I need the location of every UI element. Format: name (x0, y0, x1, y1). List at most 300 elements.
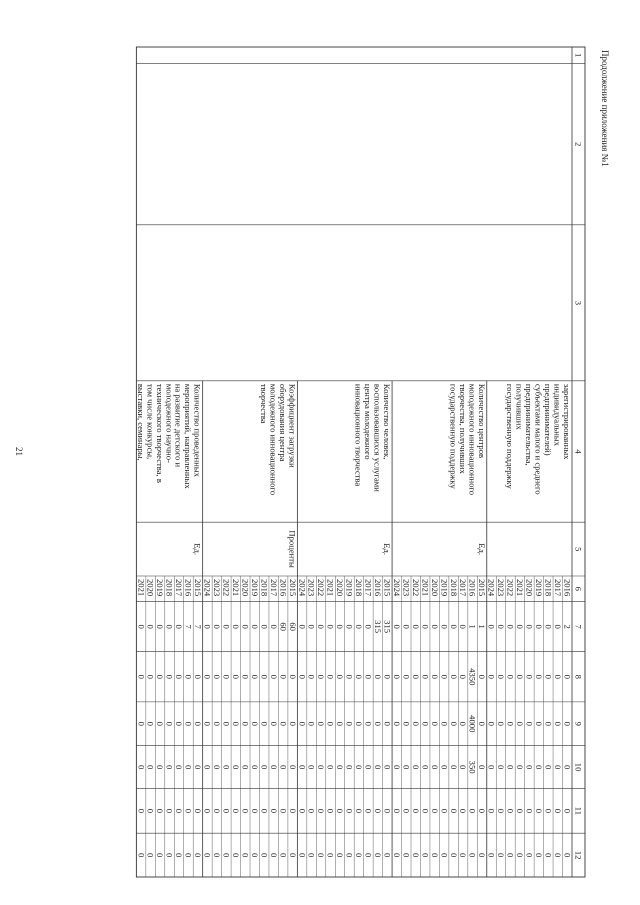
value-cell: 0 (448, 624, 459, 629)
value-cell: 0 (202, 674, 213, 679)
indicator-text: технического творчества, в (154, 383, 165, 483)
unit-text: Ед. (476, 543, 487, 555)
year-cell: 2016 (183, 579, 194, 597)
year-cell: 2019 (533, 579, 544, 597)
value-cell: 0 (268, 808, 279, 814)
value-cell: 0 (543, 764, 554, 770)
value-cell: 0 (524, 764, 535, 770)
value-cell: 0 (240, 624, 251, 629)
value-cell: 0 (410, 808, 421, 814)
header-cell-7: 7 (573, 624, 584, 629)
indicator-text: том числе конкурсы, (145, 383, 156, 460)
value-cell: 0 (240, 808, 251, 814)
value-cell: 0 (155, 674, 166, 679)
value-cell: 0 (164, 721, 175, 726)
year-cell: 2015 (287, 579, 298, 597)
value-cell: 0 (249, 721, 260, 726)
value-cell: 0 (164, 852, 175, 858)
year-cell: 2015 (382, 579, 393, 597)
year-cell: 2021 (420, 579, 431, 597)
value-cell: 0 (145, 808, 156, 814)
value-cell: 0 (278, 764, 289, 770)
value-cell: 0 (401, 808, 412, 814)
value-cell: 0 (316, 721, 327, 726)
value-cell: 0 (552, 624, 563, 629)
value-cell: 0 (287, 721, 298, 726)
value-cell: 0 (183, 674, 194, 679)
value-cell: 0 (230, 721, 241, 726)
value-cell: 0 (524, 808, 535, 814)
year-cell: 2022 (316, 579, 327, 597)
value-cell: 0 (458, 852, 469, 858)
year-cell: 2022 (505, 579, 516, 597)
year-cell: 2018 (448, 579, 459, 597)
value-cell: 0 (306, 674, 317, 679)
value-cell: 0 (458, 808, 469, 814)
value-cell: 0 (297, 721, 308, 726)
value-cell: 0 (439, 764, 450, 770)
value-cell: 0 (155, 721, 166, 726)
value-cell: 0 (193, 674, 204, 679)
value-cell: 0 (401, 674, 412, 679)
header-cell-2: 2 (573, 141, 584, 147)
year-cell: 2015 (193, 579, 204, 597)
value-cell: 0 (458, 674, 469, 679)
value-cell: 0 (439, 808, 450, 814)
value-cell: 0 (486, 764, 497, 770)
continuation-label: Продолжение приложения №1 (600, 50, 610, 167)
value-cell: 0 (268, 764, 279, 770)
value-cell: 0 (439, 721, 450, 726)
value-cell: 0 (420, 721, 431, 726)
value-cell: 0 (354, 764, 365, 770)
indicator-text: инновационного творчества (353, 383, 364, 487)
value-cell: 0 (448, 852, 459, 858)
value-cell: 0 (496, 624, 507, 629)
year-cell: 2018 (543, 579, 554, 597)
value-cell: 0 (448, 764, 459, 770)
value-cell: 0 (202, 764, 213, 770)
value-cell: 0 (306, 624, 317, 629)
year-cell: 2020 (145, 579, 156, 597)
indicator-text: государственную поддержку (505, 383, 516, 489)
indicator-text: воспользовавшихся услугами (372, 383, 383, 492)
year-cell: 2017 (363, 579, 374, 597)
value-cell: 0 (249, 624, 260, 629)
value-cell: 60 (287, 622, 298, 631)
value-cell: 0 (212, 721, 223, 726)
value-cell: 0 (136, 624, 147, 629)
year-cell: 2020 (429, 579, 440, 597)
value-cell: 0 (335, 674, 346, 679)
value-cell: 0 (344, 721, 355, 726)
value-cell: 0 (439, 852, 450, 858)
value-cell: 0 (344, 764, 355, 770)
indicator-text: государственную поддержку (448, 383, 459, 489)
value-cell: 0 (316, 852, 327, 858)
value-cell: 0 (221, 808, 232, 814)
year-cell: 2019 (249, 579, 260, 597)
indicator-text: Количество человек, (382, 383, 393, 460)
value-cell: 0 (373, 721, 383, 726)
value-cell: 0 (240, 764, 251, 770)
value-cell: 0 (486, 808, 497, 814)
value-cell: 0 (458, 721, 469, 726)
year-cell: 2023 (306, 579, 317, 597)
value-cell: 0 (533, 674, 544, 679)
indicator-text: получивших (514, 383, 525, 430)
value-cell: 7 (193, 624, 204, 629)
indicator-text: молодежного инновационного (467, 383, 478, 496)
year-cell: 2024 (391, 579, 402, 597)
value-cell: 0 (391, 721, 402, 726)
value-cell: 0 (155, 852, 166, 858)
value-cell: 0 (552, 764, 563, 770)
value-cell: 0 (249, 808, 260, 814)
value-cell: 0 (477, 852, 488, 858)
year-cell: 2021 (515, 579, 526, 597)
value-cell: 0 (174, 624, 185, 629)
value-cell: 0 (505, 808, 516, 814)
value-cell: 0 (543, 808, 554, 814)
value-cell: 0 (391, 624, 402, 629)
value-cell: 0 (145, 674, 156, 679)
year-cell: 2023 (401, 579, 412, 597)
value-cell: 0 (136, 721, 147, 726)
year-cell: 2022 (410, 579, 421, 597)
value-cell: 0 (401, 764, 412, 770)
value-cell: 0 (477, 764, 488, 770)
value-cell: 0 (174, 808, 185, 814)
value-cell: 0 (477, 721, 488, 726)
value-cell: 0 (401, 624, 412, 629)
value-cell: 0 (202, 721, 213, 726)
year-cell: 2021 (230, 579, 241, 597)
value-cell: 0 (240, 721, 251, 726)
value-cell: 0 (496, 721, 507, 726)
value-cell: 0 (145, 624, 156, 629)
indicator-text: молодежного инновационного (268, 383, 279, 496)
value-cell: 0 (410, 624, 421, 629)
value-cell: 0 (477, 808, 488, 814)
value-cell: 0 (543, 624, 554, 629)
value-cell: 0 (325, 674, 336, 679)
value-cell: 0 (524, 721, 535, 726)
value-cell: 0 (401, 721, 412, 726)
value-cell: 0 (221, 721, 232, 726)
value-cell: 0 (382, 808, 393, 814)
year-cell: 2023 (212, 579, 223, 597)
value-cell: 0 (543, 674, 554, 679)
header-cell-6: 6 (573, 586, 584, 591)
indicator-text: на развитие детского и (173, 383, 184, 468)
value-cell: 0 (183, 808, 194, 814)
value-cell: 0 (515, 764, 526, 770)
value-cell: 0 (401, 852, 412, 858)
indicator-text: предпринимателей) (543, 383, 554, 456)
value-cell: 4350 (467, 668, 478, 686)
value-cell: 0 (467, 852, 478, 858)
value-cell: 0 (259, 764, 270, 770)
value-cell: 0 (354, 721, 365, 726)
indicator-text: субъектами малого и среднего (533, 383, 544, 495)
value-cell: 0 (259, 852, 270, 858)
year-cell: 2021 (136, 579, 147, 597)
value-cell: 0 (221, 674, 232, 679)
value-cell: 0 (552, 808, 563, 814)
value-cell: 0 (373, 808, 383, 814)
value-cell: 0 (515, 721, 526, 726)
value-cell: 0 (410, 674, 421, 679)
indicator-text: творчества (258, 383, 269, 424)
value-cell: 0 (306, 808, 317, 814)
value-cell: 0 (155, 808, 166, 814)
value-cell: 0 (562, 808, 573, 814)
value-cell: 0 (278, 852, 289, 858)
value-cell: 0 (259, 721, 270, 726)
value-cell: 0 (335, 852, 346, 858)
year-cell: 2020 (524, 579, 535, 597)
value-cell: 0 (268, 624, 279, 629)
value-cell: 0 (297, 808, 308, 814)
value-cell: 0 (230, 852, 241, 858)
value-cell: 0 (382, 721, 393, 726)
value-cell: 0 (562, 852, 573, 858)
value-cell: 0 (259, 808, 270, 814)
page-number: 21 (14, 447, 24, 456)
value-cell: 0 (174, 674, 185, 679)
value-cell: 0 (202, 624, 213, 629)
value-cell: 0 (212, 624, 223, 629)
value-cell: 0 (174, 764, 185, 770)
indicator-text: предпринимательства, (524, 383, 535, 466)
value-cell: 0 (354, 852, 365, 858)
value-cell: 7 (183, 624, 194, 629)
value-cell: 1 (467, 624, 478, 629)
indicator-text: центра молодежного (363, 383, 374, 460)
value-cell: 0 (382, 852, 393, 858)
year-cell: 2024 (297, 579, 308, 597)
value-cell: 0 (155, 624, 166, 629)
indicator-text: оборудования центра (277, 383, 288, 462)
value-cell: 0 (458, 764, 469, 770)
year-cell: 2015 (477, 579, 488, 597)
year-cell: 2017 (458, 579, 469, 597)
value-cell: 0 (230, 808, 241, 814)
indicator-text: Количество центров (476, 383, 487, 459)
header-cell-5: 5 (573, 546, 584, 552)
value-cell: 0 (344, 674, 355, 679)
indicator-text: Количество проведенных (192, 383, 203, 477)
value-cell: 0 (174, 721, 185, 726)
year-cell: 2018 (354, 579, 365, 597)
value-cell: 2 (562, 624, 573, 629)
value-cell: 0 (524, 624, 535, 629)
value-cell: 0 (420, 764, 431, 770)
value-cell: 0 (448, 674, 459, 679)
value-cell: 0 (136, 852, 147, 858)
value-cell: 0 (278, 674, 289, 679)
value-cell: 0 (287, 852, 298, 858)
value-cell: 0 (268, 674, 279, 679)
value-cell: 0 (429, 674, 440, 679)
year-cell: 2024 (486, 579, 497, 597)
value-cell: 0 (287, 808, 298, 814)
value-cell: 60 (278, 622, 289, 631)
value-cell: 0 (306, 852, 317, 858)
value-cell: 0 (458, 624, 469, 629)
value-cell: 0 (486, 721, 497, 726)
value-cell: 0 (429, 721, 440, 726)
value-cell: 0 (193, 721, 204, 726)
value-cell: 0 (325, 852, 336, 858)
header-cell-11: 11 (573, 806, 584, 816)
value-cell: 0 (363, 624, 374, 629)
year-cell: 2019 (344, 579, 355, 597)
value-cell: 0 (212, 764, 223, 770)
year-cell: 2021 (325, 579, 336, 597)
value-cell: 1 (477, 624, 488, 629)
value-cell: 0 (221, 764, 232, 770)
value-cell: 0 (524, 674, 535, 679)
value-cell: 0 (240, 852, 251, 858)
value-cell: 0 (297, 852, 308, 858)
value-cell: 0 (249, 852, 260, 858)
year-cell: 2018 (259, 579, 270, 597)
value-cell: 0 (533, 808, 544, 814)
value-cell: 0 (505, 624, 516, 629)
year-cell: 2019 (439, 579, 450, 597)
value-cell: 0 (477, 674, 488, 679)
value-cell: 4000 (467, 715, 478, 733)
value-cell: 0 (287, 764, 298, 770)
value-cell: 0 (221, 624, 232, 629)
value-cell: 0 (193, 764, 204, 770)
value-cell: 0 (344, 624, 355, 629)
value-cell: 0 (145, 852, 156, 858)
value-cell: 0 (391, 852, 402, 858)
value-cell: 0 (316, 808, 327, 814)
value-cell: 0 (562, 764, 573, 770)
value-cell: 0 (533, 764, 544, 770)
value-cell: 0 (410, 852, 421, 858)
value-cell: 0 (496, 674, 507, 679)
value-cell: 0 (297, 764, 308, 770)
value-cell: 0 (164, 624, 175, 629)
value-cell: 0 (515, 674, 526, 679)
value-cell: 0 (410, 721, 421, 726)
indicator-text: индивидуальных (552, 383, 563, 446)
indicator-text: Коэффициент загрузки (287, 383, 298, 468)
value-cell: 0 (354, 624, 365, 629)
value-cell: 0 (373, 852, 383, 858)
value-cell: 0 (363, 674, 374, 679)
value-cell: 0 (562, 721, 573, 726)
value-cell: 0 (391, 764, 402, 770)
value-cell: 0 (268, 721, 279, 726)
value-cell: 0 (562, 674, 573, 679)
value-cell: 0 (391, 808, 402, 814)
value-cell: 0 (145, 721, 156, 726)
value-cell: 0 (505, 852, 516, 858)
value-cell: 0 (505, 764, 516, 770)
year-cell: 2016 (467, 579, 478, 597)
value-cell: 0 (164, 674, 175, 679)
value-cell: 0 (543, 852, 554, 858)
value-cell: 0 (429, 764, 440, 770)
value-cell: 0 (363, 721, 374, 726)
value-cell: 0 (183, 852, 194, 858)
year-cell: 2016 (278, 579, 289, 597)
value-cell: 0 (249, 764, 260, 770)
year-cell: 2022 (221, 579, 232, 597)
value-cell: 0 (373, 674, 383, 679)
year-cell: 2023 (496, 579, 507, 597)
year-cell: 2016 (562, 579, 573, 597)
value-cell: 0 (325, 624, 336, 629)
value-cell: 0 (259, 674, 270, 679)
value-cell: 0 (259, 624, 270, 629)
value-cell: 0 (552, 674, 563, 679)
header-cell-1: 1 (573, 53, 584, 58)
value-cell: 0 (240, 674, 251, 679)
year-cell: 2019 (155, 579, 166, 597)
value-cell: 0 (363, 852, 374, 858)
value-cell: 0 (212, 674, 223, 679)
value-cell: 0 (249, 674, 260, 679)
value-cell: 0 (155, 764, 166, 770)
value-cell: 0 (391, 674, 402, 679)
value-cell: 0 (335, 808, 346, 814)
value-cell: 0 (420, 808, 431, 814)
value-cell: 0 (287, 674, 298, 679)
value-cell: 0 (136, 674, 147, 679)
value-cell: 0 (335, 764, 346, 770)
value-cell: 0 (439, 624, 450, 629)
value-cell: 0 (467, 808, 478, 814)
value-cell: 0 (221, 852, 232, 858)
value-cell: 0 (496, 808, 507, 814)
value-cell: 0 (278, 721, 289, 726)
value-cell: 0 (297, 674, 308, 679)
value-cell: 0 (515, 624, 526, 629)
value-cell: 0 (552, 721, 563, 726)
value-cell: 0 (136, 764, 147, 770)
value-cell: 0 (278, 808, 289, 814)
value-cell: 0 (212, 852, 223, 858)
value-cell: 0 (230, 764, 241, 770)
value-cell: 0 (306, 764, 317, 770)
value-cell: 0 (316, 624, 327, 629)
value-cell: 0 (193, 852, 204, 858)
value-cell: 0 (363, 764, 374, 770)
value-cell: 0 (524, 852, 535, 858)
value-cell: 0 (325, 721, 336, 726)
value-cell: 0 (354, 808, 365, 814)
value-cell: 0 (543, 721, 554, 726)
value-cell: 0 (382, 764, 393, 770)
value-cell: 0 (344, 852, 355, 858)
value-cell: 315 (373, 620, 383, 634)
value-cell: 350 (467, 760, 478, 774)
value-cell: 0 (533, 721, 544, 726)
value-cell: 0 (316, 764, 327, 770)
header-cell-4: 4 (573, 449, 584, 454)
value-cell: 0 (429, 808, 440, 814)
value-cell: 0 (202, 808, 213, 814)
value-cell: 0 (496, 764, 507, 770)
unit-text: Ед. (382, 543, 393, 555)
